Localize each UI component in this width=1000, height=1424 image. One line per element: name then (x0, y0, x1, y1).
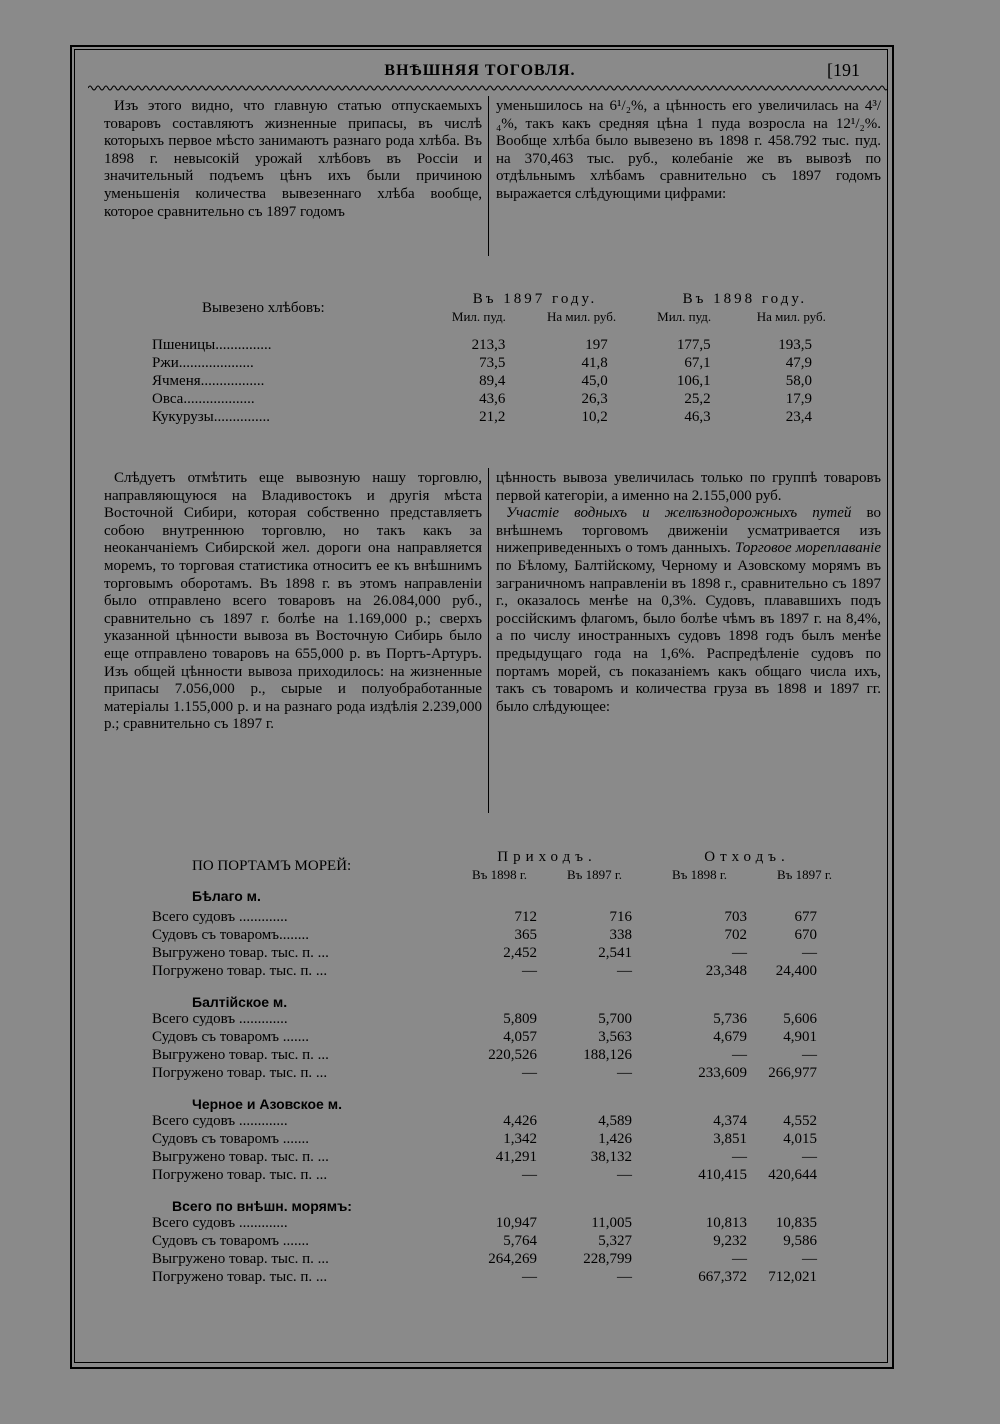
ports-row-name: Погружено товар. тыс. п. ... (152, 1166, 328, 1183)
ports-row-name: Выгружено товар. тыс. п. ... (152, 1046, 329, 1063)
ports-a98: 4,426 (503, 1112, 537, 1129)
ports-a98: 4,057 (503, 1028, 537, 1045)
ports-row (152, 926, 852, 944)
ports-d98: 3,851 (713, 1130, 747, 1147)
grain-name: Пшеницы............... (152, 336, 272, 353)
ports-a98: 10,947 (495, 1214, 537, 1231)
para1-right: уменьшилось на 6¹/₂%, а цѣнность его увеличилась на 4³/₄%, такъ какъ средняя цѣна 1 пуда возросла на 12¹/₂%. Вообще хлѣба было вывезено въ 1898 г. 458.792 тыс. пуд. на 370,463 тыс. руб., колебаніе же въ вывозѣ по отдѣльнымъ хлѣбамъ сравнительно съ 1897 годомъ выражается слѣдующими цифрами: (496, 98, 881, 202)
para2-right: цѣнность вывоза увеличилась только по группѣ товаровъ первой категоріи, а именно на 2.155,000 руб. Участіе водныхъ и желѣзнодорожныхъ путей во внѣшнемъ торговомъ движеніи усматривается изъ нижеприведенныхъ о томъ данныхъ. Торговое мореплаваніе по Бѣлому, Балтійскому, Черному и Азовскому морямъ въ заграничномъ направленіи въ 1898 г., сравнительно съ 1897 г., оказалось менѣе на 0,3%. Судовъ, плававшихъ подъ россійскимъ флагомъ, было болѣе чѣмъ въ 1897 г. на 8,4%, а по числу иностранныхъ судовъ 1898 годъ былъ менѣе предыдущаго года на 1,6%. Распредѣленіе судовъ по портамъ морей, съ показаніемъ какъ общаго числа ихъ, такъ съ товаромъ и количества груза въ 1898 и 1897 гг. было слѣдующее: (496, 470, 882, 715)
grain-name: Ржи.................... (152, 354, 254, 371)
grain-year2: Въ 1898 году. (682, 290, 808, 307)
ports-a98: — (522, 1268, 537, 1285)
ports-departure: Отходъ. (704, 848, 790, 865)
ports-row (152, 1214, 852, 1232)
ports-d97: — (802, 1250, 817, 1267)
grain-name: Овса................... (152, 390, 255, 407)
ports-row-name: Выгружено товар. тыс. п. ... (152, 1148, 329, 1165)
grain-unit-val-98: На мил. руб. (756, 309, 826, 324)
ports-section-title: Бѣлаго м. (192, 888, 261, 904)
grain-year1: Въ 1897 году. (472, 290, 598, 307)
ports-a97: 1,426 (598, 1130, 632, 1147)
grain-v98: 23,4 (785, 408, 812, 425)
grain-q97: 89,4 (479, 372, 506, 389)
grain-v98: 193,5 (778, 336, 812, 353)
ports-d98: 4,679 (713, 1028, 747, 1045)
ports-row (152, 1010, 852, 1028)
ports-row-name: Выгружено товар. тыс. п. ... (152, 1250, 329, 1267)
ports-d97: 712,021 (768, 1268, 817, 1285)
ports-d97: 677 (794, 908, 817, 925)
page-number: [191 (827, 60, 860, 80)
grain-v97: 26,3 (581, 390, 608, 407)
para2-italic-1: Участіе водныхъ и желѣзнодорожныхъ путей (506, 505, 852, 522)
ports-d98: — (732, 1046, 747, 1063)
ports-row (152, 1046, 852, 1064)
grain-v97: 45,0 (581, 372, 608, 389)
ports-d98: 5,736 (713, 1010, 747, 1027)
column-divider (488, 96, 489, 256)
ports-row (152, 1130, 852, 1148)
ports-a97: 188,126 (583, 1046, 632, 1063)
ports-arrival: Приходъ. (497, 848, 597, 865)
ports-a97: 5,327 (598, 1232, 632, 1249)
ports-a98: 2,452 (503, 944, 537, 961)
ports-d98: 4,374 (713, 1112, 747, 1129)
ports-a97: 228,799 (583, 1250, 632, 1267)
ports-dep-98: Въ 1898 г. (671, 867, 727, 882)
ports-a97: — (617, 1064, 632, 1081)
ports-row-name: Судовъ съ товаромъ ....... (152, 1130, 310, 1147)
para2-italic-2: Торговое мореплаваніе (735, 540, 881, 557)
ports-a97: — (617, 1166, 632, 1183)
ports-row-name: Судовъ съ товаромъ ....... (152, 1232, 310, 1249)
ports-a98: 712 (514, 908, 537, 925)
ports-row-name: Выгружено товар. тыс. п. ... (152, 944, 329, 961)
grain-q98: 106,1 (676, 372, 711, 389)
ports-d98: 702 (724, 926, 747, 943)
ports-row-name: Всего судовъ ............. (152, 908, 288, 925)
ports-a97: 38,132 (590, 1148, 632, 1165)
ports-a98: 5,764 (503, 1232, 537, 1249)
ports-row-name: Погружено товар. тыс. п. ... (152, 962, 328, 979)
ports-d97: 24,400 (775, 962, 817, 979)
ports-a97: 338 (609, 926, 632, 943)
para1-left: Изъ этого видно, что главную статью отпускаемыхъ товаровъ составляютъ жизненные припасы, въ числѣ которыхъ первое мѣсто занимаютъ разнаго рода хлѣба. Въ 1898 г. невысокій урожай хлѣбовъ въ Россіи и значительный подъемъ цѣнъ ихъ были причиною уменьшенія количества вывезеннаго хлѣба вообще, которое сравнительно съ 1897 годомъ (104, 98, 482, 220)
ports-d98: — (732, 1148, 747, 1165)
ports-d97: 4,901 (783, 1028, 817, 1045)
ports-arr-98: Въ 1898 г. (471, 867, 527, 882)
ports-d98: — (732, 944, 747, 961)
ports-d98: 10,813 (705, 1214, 747, 1231)
ports-row (152, 1112, 852, 1130)
grain-unit-qty-97: Мил. пуд. (451, 309, 506, 324)
ports-row (152, 962, 852, 980)
ports-row (152, 1064, 852, 1082)
grain-table-label: Вывезено хлѣбовъ: (202, 299, 325, 316)
header-wavy-rule (88, 84, 888, 92)
ports-row (152, 908, 852, 926)
ports-table (152, 848, 852, 1286)
ports-a97: 4,589 (598, 1112, 632, 1129)
ports-row (152, 1148, 852, 1166)
grain-q97: 43,6 (479, 390, 506, 407)
grain-table (152, 290, 852, 426)
ports-d97: 4,015 (783, 1130, 817, 1147)
page-title: ВНѢШНЯЯ ТОГОВЛЯ. (384, 62, 576, 79)
ports-row (152, 1250, 852, 1268)
ports-d98: 9,232 (713, 1232, 747, 1249)
para2-left: Слѣдуетъ отмѣтить еще вывозную нашу торговлю, направляющуюся на Владивостокъ и другія мѣста Восточной Сибири, которая собственно представляетъ собою внутреннюю торговлю, но такъ какъ за неоканчаніемъ Сибирской жел. дороги она направляется моремъ, то торговая статистика относитъ ее къ внѣшнимъ торговымъ оборотамъ. Въ 1898 г. въ этомъ направленіи было отправлено всего товаровъ на 26.084,000 руб., сравнительно съ 1897 г. болѣе на 1.169,000 р.; сверхъ указанной цѣнности вывоза въ Восточную Сибирь было еще отправлено товаровъ на 655,000 р. въ Портъ-Артуръ. Изъ общей цѣнности вывоза приходилось: на жизненные припасы 7.056,000 р., сырые и полуобработанные матеріалы 1.155,000 р. и на разнаго рода издѣлія 2.239,000 р.; сравнительно съ 1897 г. (104, 470, 482, 733)
ports-row-name: Всего судовъ ............. (152, 1112, 288, 1129)
ports-d97: 10,835 (775, 1214, 817, 1231)
grain-row (152, 336, 852, 354)
ports-d97: — (802, 944, 817, 961)
ports-section-title: Всего по внѣшн. морямъ: (172, 1198, 352, 1214)
ports-row (152, 944, 852, 962)
grain-v98: 58,0 (785, 372, 812, 389)
ports-a98: — (522, 1166, 537, 1183)
ports-d98: 667,372 (698, 1268, 747, 1285)
grain-unit-qty-98: Мил. пуд. (657, 309, 712, 324)
ports-a98: — (522, 962, 537, 979)
grain-q97: 73,5 (479, 354, 506, 371)
ports-section-title: Черное и Азовское м. (192, 1096, 342, 1112)
ports-d98: 703 (724, 908, 747, 925)
ports-d97: 4,552 (783, 1112, 817, 1129)
ports-d98: 410,415 (698, 1166, 747, 1183)
grain-unit-val-97: На мил. руб. (547, 309, 617, 324)
ports-table-label: ПО ПОРТАМЪ МОРЕЙ: (192, 857, 352, 874)
ports-row-name: Судовъ съ товаромъ ....... (152, 1028, 310, 1045)
ports-section-title: Балтійское м. (192, 994, 288, 1010)
ports-d97: — (802, 1046, 817, 1063)
grain-q98: 46,3 (684, 408, 711, 425)
ports-a97: 5,700 (598, 1010, 632, 1027)
grain-name: Кукурузы............... (152, 408, 271, 425)
ports-row-name: Погружено товар. тыс. п. ... (152, 1268, 328, 1285)
grain-row (152, 372, 852, 390)
ports-row (152, 1028, 852, 1046)
ports-d97: 670 (794, 926, 817, 943)
ports-a98: 41,291 (495, 1148, 537, 1165)
ports-row-name: Судовъ съ товаромъ........ (152, 926, 310, 943)
ports-d98: 233,609 (698, 1064, 747, 1081)
ports-d98: — (732, 1250, 747, 1267)
ports-a98: 365 (514, 926, 537, 943)
grain-v97: 197 (585, 336, 608, 353)
ports-d97: — (802, 1148, 817, 1165)
grain-v98: 17,9 (785, 390, 812, 407)
grain-q98: 25,2 (684, 390, 711, 407)
ports-row (152, 1232, 852, 1250)
ports-a97: 2,541 (598, 944, 632, 961)
ports-a97: — (617, 962, 632, 979)
ports-d98: 23,348 (705, 962, 747, 979)
ports-a97: 3,563 (598, 1028, 632, 1045)
grain-row (152, 354, 852, 372)
grain-v97: 10,2 (581, 408, 608, 425)
ports-dep-97: Въ 1897 г. (776, 867, 832, 882)
ports-a98: — (522, 1064, 537, 1081)
grain-q98: 177,5 (676, 336, 711, 353)
grain-v98: 47,9 (785, 354, 812, 371)
ports-d97: 420,644 (768, 1166, 817, 1183)
ports-a98: 264,269 (488, 1250, 537, 1267)
ports-d97: 9,586 (783, 1232, 817, 1249)
ports-arr-97: Въ 1897 г. (566, 867, 622, 882)
ports-row-name: Погружено товар. тыс. п. ... (152, 1064, 328, 1081)
grain-v97: 41,8 (581, 354, 608, 371)
ports-row (152, 1268, 852, 1286)
ports-d97: 5,606 (783, 1010, 817, 1027)
ports-row (152, 1166, 852, 1184)
ports-a98: 1,342 (503, 1130, 537, 1147)
grain-row (152, 390, 852, 408)
ports-a97: 716 (609, 908, 632, 925)
grain-q98: 67,1 (684, 354, 711, 371)
ports-d97: 266,977 (768, 1064, 817, 1081)
ports-a98: 5,809 (503, 1010, 537, 1027)
grain-q97: 213,3 (471, 336, 506, 353)
column-divider-2 (488, 468, 489, 813)
ports-a97: — (617, 1268, 632, 1285)
ports-a97: 11,005 (591, 1214, 632, 1231)
grain-name: Ячменя................. (152, 372, 265, 389)
ports-a98: 220,526 (488, 1046, 537, 1063)
grain-q97: 21,2 (479, 408, 506, 425)
grain-row (152, 408, 852, 426)
ports-row-name: Всего судовъ ............. (152, 1010, 288, 1027)
ports-row-name: Всего судовъ ............. (152, 1214, 288, 1231)
